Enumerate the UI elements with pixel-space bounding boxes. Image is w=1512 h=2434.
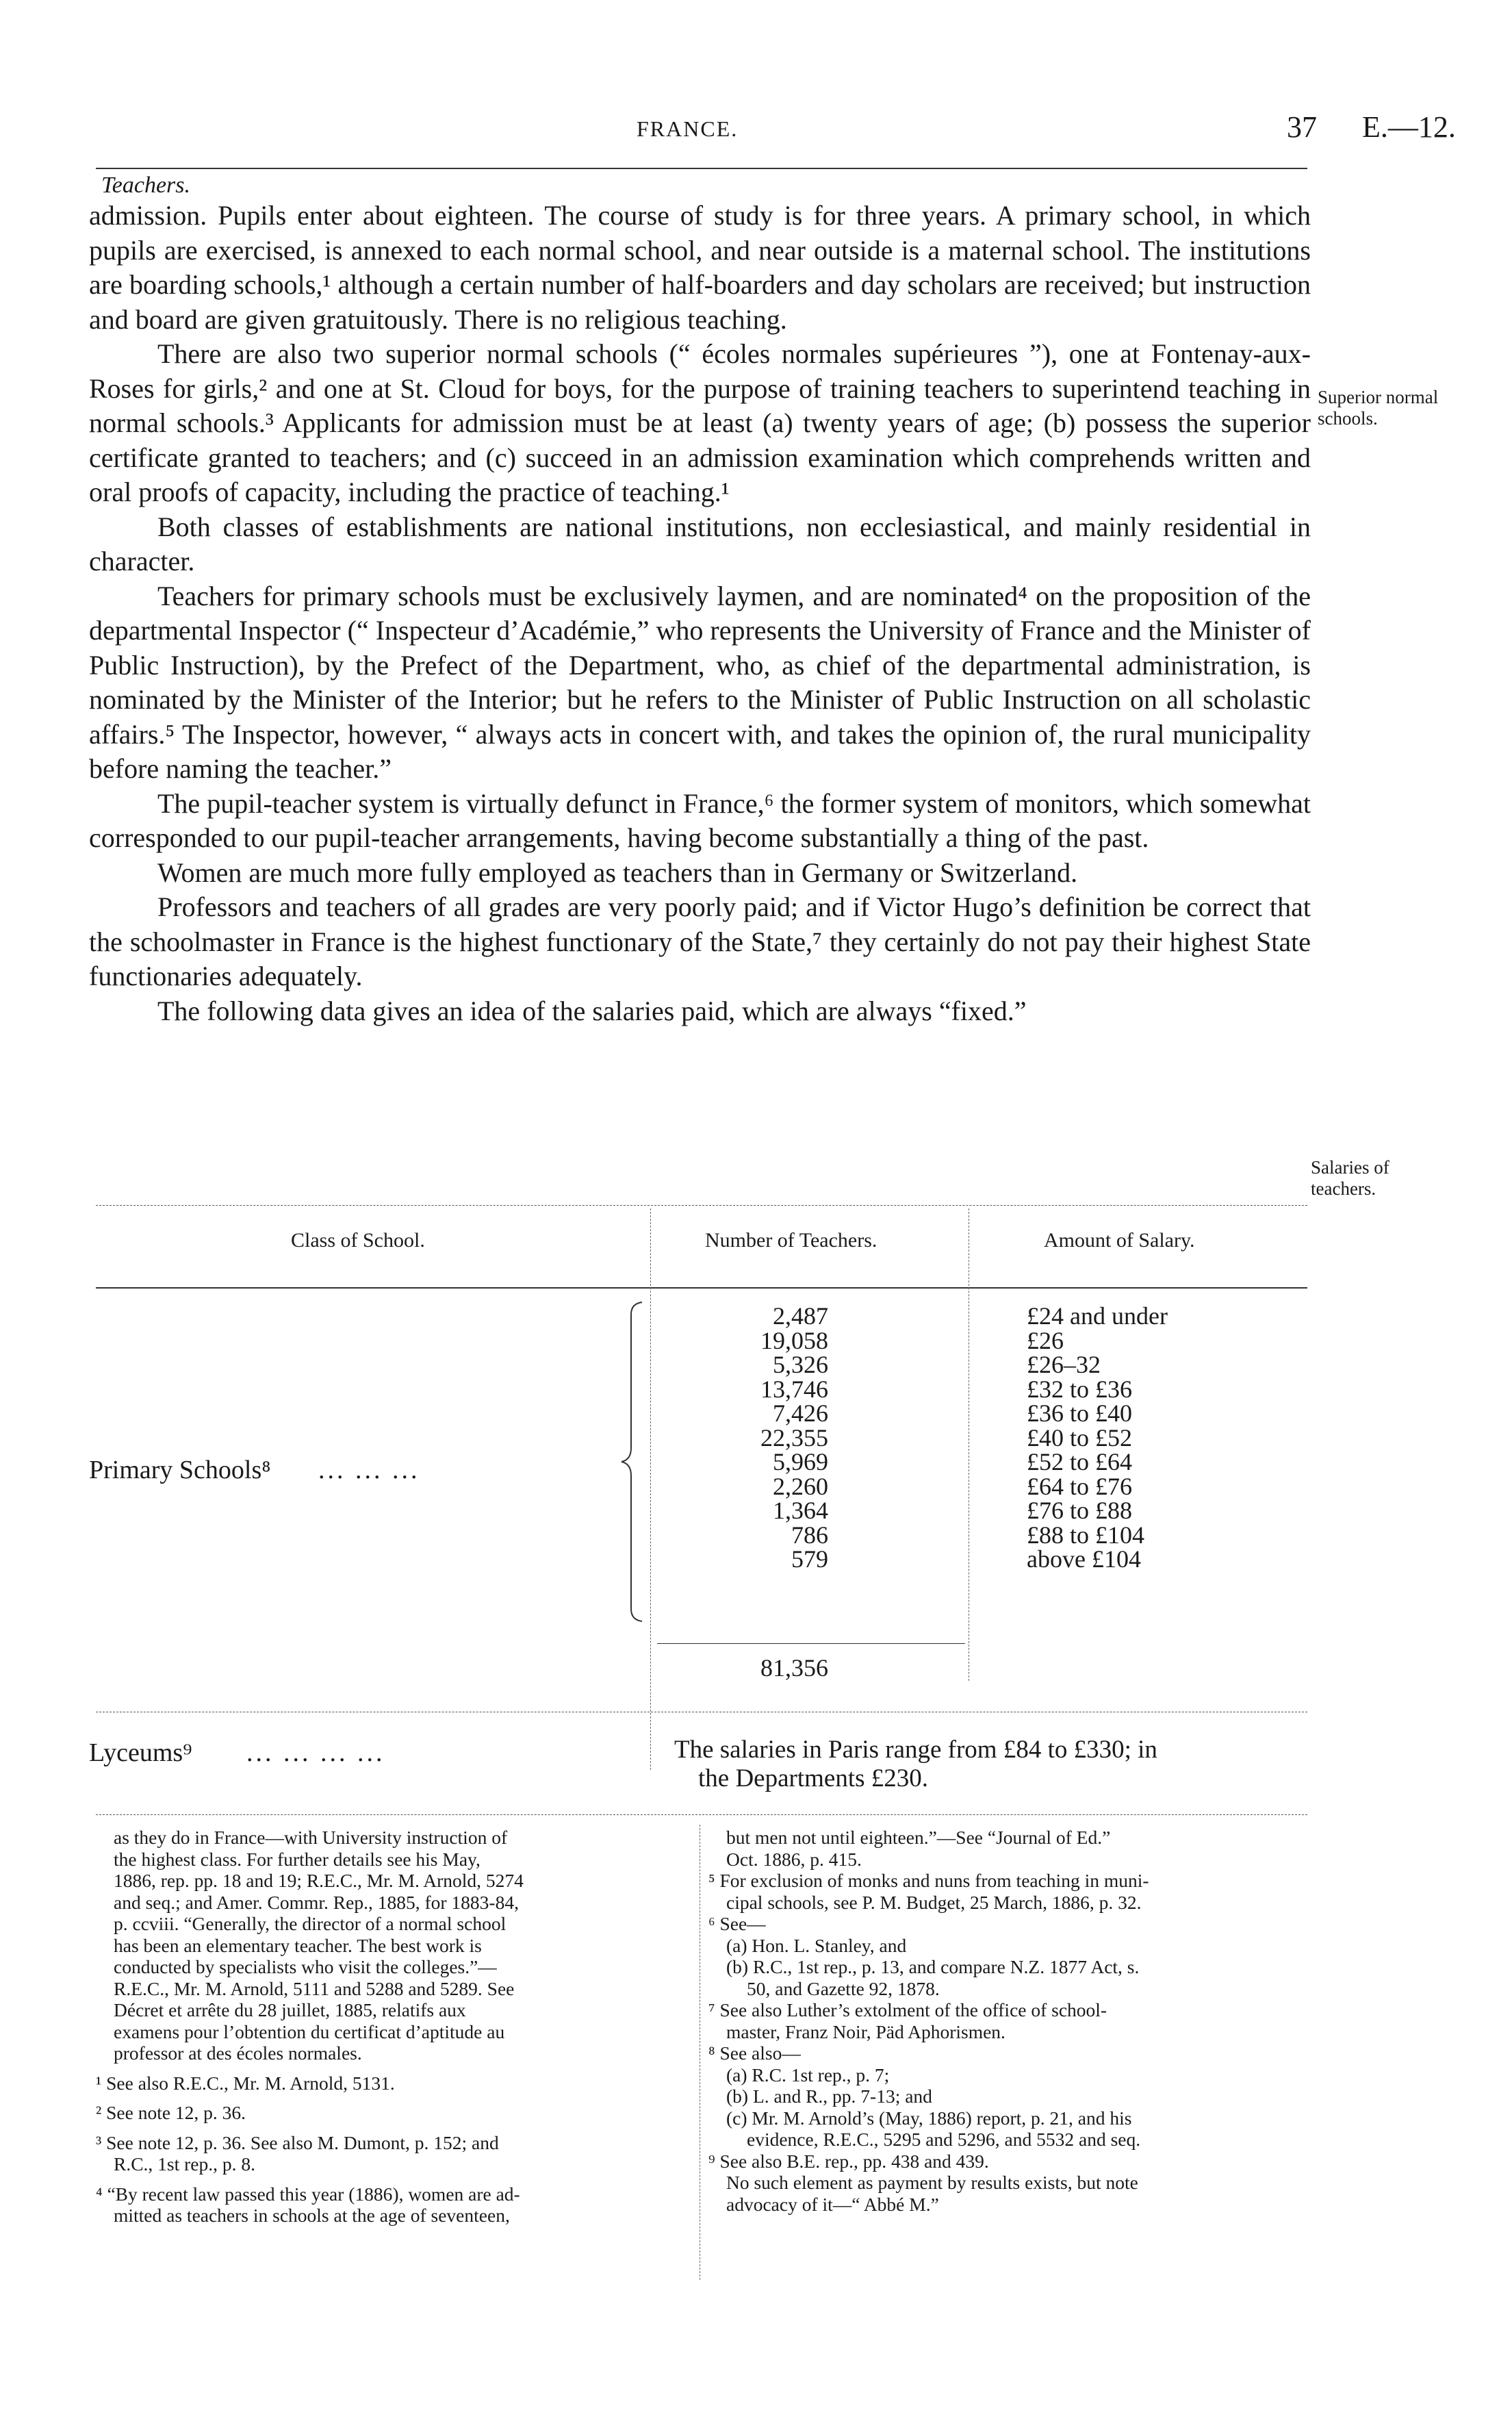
footnote-line: 1886, rep. pp. 18 and 19; R.E.C., Mr. M. Arnold, 5274 <box>114 1870 524 1891</box>
footnote-line: (a) R.C. 1st rep., p. 7; <box>726 2064 890 2086</box>
table-cell: 786 <box>791 1521 828 1549</box>
table-cell: £26–32 <box>1027 1351 1101 1378</box>
table-header-class: Class of School. <box>291 1229 425 1252</box>
footnotes-right <box>708 1827 1311 2215</box>
table-cell: £36 to £40 <box>1027 1399 1133 1427</box>
total-teachers: 81,356 <box>760 1654 828 1682</box>
footnote-line: mitted as teachers in schools at the age of seventeen, <box>114 2205 510 2226</box>
table-cell: £26 <box>1027 1326 1064 1354</box>
footnote-line: ⁸ See also— <box>708 2042 801 2064</box>
paragraph: Teachers for primary schools must be exclusively laymen, and are nominated⁴ on the proposition of the departmental Inspector (“ Inspecteur d’Académie,” who represents the University of France and the Minister of Public Instruction), by the Prefect of the Department, who, as chief of the departmental administration, is nominated by the Minister of the Interior; but he refers to the Minister of Public Instruction on all scholastic affairs.⁵ The Inspector, however, “ always acts in concert with, and takes the opinion of, the rural municipality before naming the teacher.” <box>89 580 1311 784</box>
footnote-line: the highest class. For further details see his May, <box>114 1848 480 1870</box>
leader-dots: ... ... ... <box>318 1456 420 1484</box>
footnote-line: advocacy of it—“ Abbé M.” <box>726 2193 939 2215</box>
table-cell: £32 to £36 <box>1027 1375 1133 1403</box>
table-cell: £88 to £104 <box>1027 1521 1145 1549</box>
table-cell: 19,058 <box>760 1326 828 1354</box>
footnote-line: cipal schools, see P. M. Budget, 25 March, 1886, p. 32. <box>726 1891 1142 1913</box>
table-cell: £64 to £76 <box>1027 1472 1133 1500</box>
footnote-line: No such element as payment by results exists, but note <box>726 2172 1138 2193</box>
footnote-line: and seq.; and Amer. Commr. Rep., 1885, for 1883-84, <box>114 1891 519 1913</box>
table-cell: £52 to £64 <box>1027 1448 1133 1475</box>
teacher-count-column <box>726 1304 828 1572</box>
paragraph: Women are much more fully employed as teachers than in Germany or Switzerland. <box>157 857 1078 888</box>
footnote-line: 50, and Gazette 92, 1878. <box>747 1977 940 1999</box>
paragraph: The following data gives an idea of the salaries paid, which are always “fixed.” <box>157 995 1027 1026</box>
document-code: E.—12. <box>1362 110 1456 144</box>
paragraph: Professors and teachers of all grades are very poorly paid; and if Victor Hugo’s definition be correct that the schoolmaster in France is the highest functionary of the State,⁷ they certainly do not pay their highest State functionaries adequately. <box>89 891 1311 991</box>
paragraph: Both classes of establishments are national institutions, non ecclesiastical, and mainly residential in character. <box>89 511 1311 576</box>
footnote-line: examens pour l’obtention du certificat d’aptitude au <box>114 2020 505 2042</box>
footnote-line: but men not until eighteen.”—See “Journal of Ed.” <box>726 1827 1111 1848</box>
table-header-number: Number of Teachers. <box>705 1229 877 1252</box>
paragraph: There are also two superior normal schools (“ écoles normales supérieures ”), one at Fontenay-aux-Roses for girls,² and one at St. Cloud for boys, for the purpose of training teachers to superintend teaching in normal schools.³ Applicants for admission must be at least (a) twenty years of age; (b) possess the superior certificate granted to teachers; and (c) succeed in an admission examination which comprehends written and oral proofs of capacity, including the practice of teaching.¹ <box>89 338 1311 507</box>
lyceums-salary-note <box>674 1736 1304 1793</box>
running-head: Teachers. <box>101 173 191 198</box>
paragraph: The pupil-teacher system is virtually defunct in France,⁶ the former system of monitors, which somewhat corresponded to our pupil-teacher arrangements, having become substantially a thing of the past. <box>89 787 1311 853</box>
table-cell: 579 <box>791 1545 828 1573</box>
footnotes-left <box>96 1827 698 2227</box>
footnote-line: R.E.C., Mr. M. Arnold, 5111 and 5288 and 5289. See <box>114 1977 515 1999</box>
table-cell: 13,746 <box>760 1375 828 1403</box>
table-header-rule <box>96 1287 1307 1289</box>
footnote-line: ⁹ See also B.E. rep., pp. 438 and 439. <box>708 2150 989 2172</box>
header-rule <box>96 168 1307 169</box>
footnote-line: ¹ See also R.E.C., Mr. M. Arnold, 5131. <box>96 2072 395 2094</box>
footnote-line: ⁶ See— <box>708 1913 766 1934</box>
table-column-divider <box>650 1208 651 1770</box>
table-cell: 5,969 <box>773 1448 828 1475</box>
marginal-note-salaries: Salaries of teachers. <box>1311 1157 1389 1199</box>
page-header-title: FRANCE. <box>637 116 739 141</box>
lyceums-line: the Departments £230. <box>698 1764 928 1792</box>
table-cell: £40 to £52 <box>1027 1423 1133 1451</box>
lyceums-text: Lyceums⁹ <box>89 1738 192 1767</box>
footnote-line: (b) R.C., 1st rep., p. 13, and compare N.Z. 1877 Act, s. <box>726 1956 1140 1977</box>
body-text <box>89 199 1311 1028</box>
footnote-line: conducted by specialists who visit the colleges.”— <box>114 1956 497 1977</box>
table-cell: £24 and under <box>1027 1302 1168 1330</box>
footnote-line: Oct. 1886, p. 415. <box>726 1848 862 1870</box>
table-cell: 7,426 <box>773 1399 828 1427</box>
table-cell: above £104 <box>1027 1545 1141 1573</box>
table-cell: 2,260 <box>773 1472 828 1500</box>
primary-schools-text: Primary Schools⁸ <box>89 1456 271 1484</box>
paragraph: admission. Pupils enter about eighteen. The course of study is for three years. A primary school, in which pupils are exercised, is annexed to each normal school, and near outside is a maternal school. The institutions are boarding schools,¹ although a certain number of half-boarders and day scholars are received; but instruction and board are given gratuitously. There is no religious teaching. <box>89 200 1311 335</box>
marginal-note-superior-normal: Superior normal schools. <box>1318 387 1439 429</box>
footnote-rule <box>96 1814 1307 1815</box>
salary-amount-column <box>1027 1304 1168 1572</box>
footnote-line: ⁷ See also Luther’s extolment of the office of school- <box>708 1999 1107 2020</box>
footnote-line: ⁴ “By recent law passed this year (1886), women are ad- <box>96 2183 520 2205</box>
footnote-line: ³ See note 12, p. 36. See also M. Dumont, p. 152; and <box>96 2131 499 2153</box>
footnote-line: ² See note 12, p. 36. <box>96 2102 246 2123</box>
table-cell: 5,326 <box>773 1351 828 1378</box>
table-top-rule <box>96 1205 1307 1206</box>
footnote-line: has been an elementary teacher. The best work is <box>114 1934 482 1956</box>
lyceums-label <box>89 1738 385 1768</box>
primary-schools-label <box>89 1455 420 1485</box>
lyceums-line: The salaries in Paris range from £84 to £330; in <box>674 1736 1157 1764</box>
table-cell: 1,364 <box>773 1497 828 1524</box>
table-cell: 22,355 <box>760 1423 828 1451</box>
footnote-line: evidence, R.E.C., 5295 and 5296, and 5532 and seq. <box>747 2129 1141 2150</box>
footnote-line: (c) Mr. M. Arnold’s (May, 1886) report, p. 21, and his <box>726 2107 1132 2129</box>
total-rule <box>657 1643 965 1644</box>
table-cell: 2,487 <box>773 1302 828 1330</box>
footnote-line: (a) Hon. L. Stanley, and <box>726 1934 907 1956</box>
brace-icon <box>616 1301 650 1623</box>
footnote-line: as they do in France—with University instruction of <box>114 1827 508 1848</box>
footnote-line: (b) L. and R., pp. 7-13; and <box>726 2086 932 2107</box>
footnote-line: professor at des écoles normales. <box>114 2042 362 2064</box>
footnote-line: ⁵ For exclusion of monks and nuns from teaching in muni- <box>708 1870 1149 1891</box>
footnote-line: master, Franz Noir, Päd Aphorismen. <box>726 2020 1005 2042</box>
table-header-amount: Amount of Salary. <box>1044 1229 1195 1252</box>
leader-dots: ... ... ... ... <box>246 1738 385 1767</box>
page-number: 37 <box>1287 110 1317 144</box>
footnote-line: Décret et arrête du 28 juillet, 1885, relatifs aux <box>114 1999 466 2020</box>
footnote-line: R.C., 1st rep., p. 8. <box>114 2153 256 2175</box>
table-cell: £76 to £88 <box>1027 1497 1133 1524</box>
footnote-line: p. ccviii. “Generally, the director of a normal school <box>114 1913 507 1934</box>
